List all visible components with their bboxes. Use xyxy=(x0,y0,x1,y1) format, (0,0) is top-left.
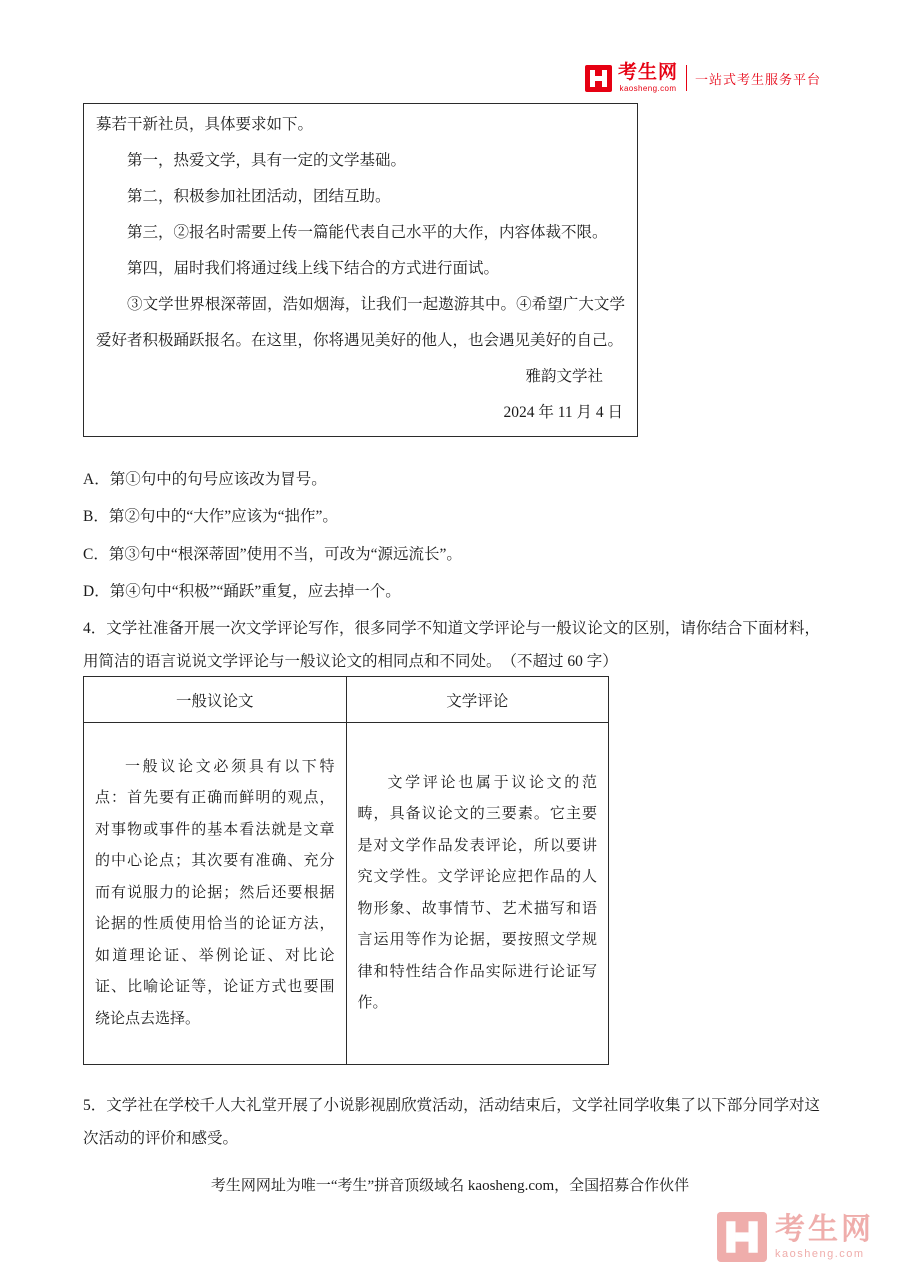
option-a: A．第①句中的句号应该改为冒号。 xyxy=(83,471,327,488)
question-4-text: 4．文学社准备开展一次文学评论写作，很多同学不知道文学评论与一般议论文的区别，请你结合下面材料，用简洁的语言说说文学评论与一般议论文的相同点和不同处。 （不超过 60 字） xyxy=(83,620,820,670)
watermark-text-stack xyxy=(775,1212,874,1260)
logo-divider xyxy=(686,65,687,91)
logo-tagline: 一站式考生服务平台 xyxy=(694,71,821,87)
comparison-table-body-row xyxy=(84,723,609,1065)
notice-line-third: 第三，②报名时需要上传一篇能代表自己水平的大作，内容体裁不限。 xyxy=(127,224,608,241)
literary-review-description: 文学评论也属于议论文的范畴，具备议论文的三要素。它主要是对文学作品发表评论，所以要讲究文学性。文学评论应把作品的人物形象、故事情节、艺术描写和语言运用等作为论据，要按照文学规律和特性结合作品实际进行论证写作。 xyxy=(357,774,597,1011)
kaosheng-watermark xyxy=(717,1212,874,1262)
notice-closing-paragraph: ③文学世界根深蒂固，浩如烟海，让我们一起遨游其中。④希望广大文学爱好者积极踊跃报名。在这里，你将遇见美好的他人，也会遇见美好的自己。 xyxy=(96,296,625,349)
table-header-literary-review: 文学评论 xyxy=(346,677,609,723)
logo-domain-text: kaosheng.com xyxy=(619,84,677,93)
general-essay-description: 一般议论文必须具有以下特点：首先要有正确而鲜明的观点，对事物或事件的基本看法就是文章的中心论点；其次要有准确、充分而有说服力的论据；然后还要根据论据的性质使用恰当的论证方法，如道理论证、举例论证、对比论证、比喻论证等，论证方式也要围绕论点去选择。 xyxy=(95,758,335,1027)
recruitment-notice-box xyxy=(83,103,638,437)
notice-line-intro: 募若干新社员，具体要求如下。 xyxy=(96,116,314,133)
notice-line-fourth: 第四，届时我们将通过线上线下结合的方式进行面试。 xyxy=(127,260,500,277)
notice-date: 2024 年 11 月 4 日 xyxy=(503,404,623,421)
watermark-logo-icon xyxy=(717,1212,767,1262)
footer-note: 考生网网址为唯一“考生”拼音顶级域名 kaosheng.com，全国招募合作伙伴 xyxy=(210,1178,690,1194)
option-c: C．第③句中“根深蒂固”使用不当，可改为“源远流长”。 xyxy=(83,545,462,563)
table-cell-literary-review xyxy=(346,723,609,1065)
comparison-table xyxy=(83,676,609,1065)
notice-line-second: 第二，积极参加社团活动，团结互助。 xyxy=(127,188,391,205)
question-5-text: 5．文学社在学校千人大礼堂开展了小说影视剧欣赏活动，活动结束后，文学社同学收集了以下部分同学对这次活动的评价和感受。 xyxy=(83,1097,820,1147)
watermark-domain-text: kaosheng.com xyxy=(775,1247,865,1260)
notice-line-first: 第一，热爱文学，具有一定的文学基础。 xyxy=(127,152,407,169)
kaosheng-logo-icon xyxy=(585,65,612,92)
notice-signature: 雅韵文学社 xyxy=(525,368,603,385)
comparison-table-header-row xyxy=(84,677,609,723)
logo-brand-text: 考生网 xyxy=(617,62,678,83)
watermark-brand-text: 考生网 xyxy=(775,1212,874,1246)
kaosheng-header-logo xyxy=(585,63,821,93)
table-cell-general-essay xyxy=(84,723,347,1065)
multiple-choice-options xyxy=(83,461,823,611)
option-d: D．第④句中“积极”“踊跃”重复，应去掉一个。 xyxy=(83,583,401,601)
logo-text-stack xyxy=(618,63,678,93)
table-header-general-essay: 一般议论文 xyxy=(84,677,347,723)
option-b: B．第②句中的“大作”应该为“拙作”。 xyxy=(83,508,338,526)
